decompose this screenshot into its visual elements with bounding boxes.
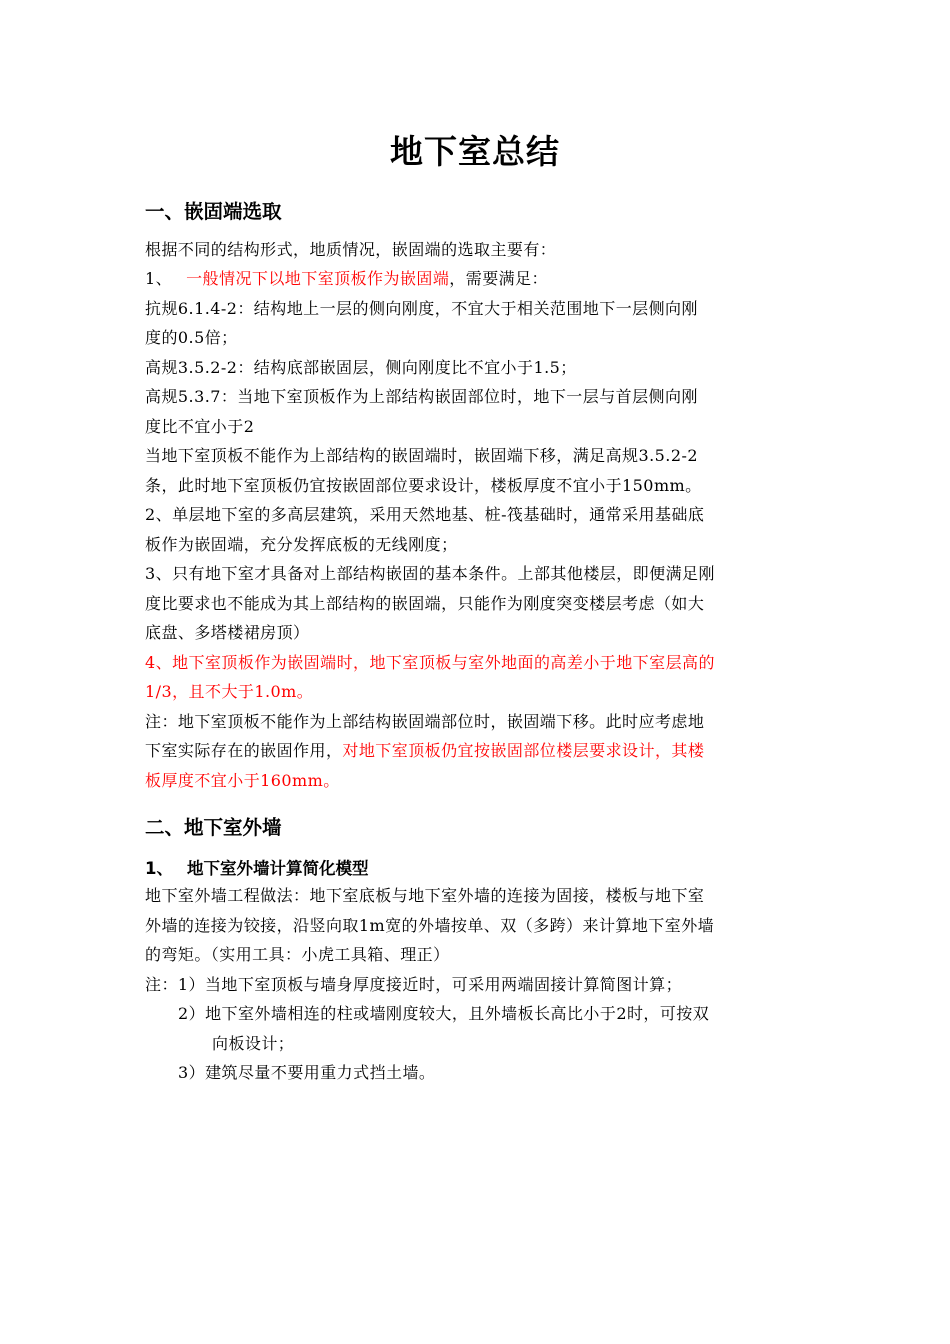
subsection-number: 1、 — [145, 859, 173, 878]
paragraph-line: 度的0.5倍； — [145, 328, 238, 347]
paragraph-line: 高规3.5.2-2：结构底部嵌固层，侧向刚度比不宜小于1.5； — [145, 358, 577, 377]
paragraph-line: 当地下室顶板不能作为上部结构的嵌固端时，嵌固端下移，满足高规3.5.2-2 — [145, 446, 698, 465]
paragraph-line: 外墙的连接为铰接，沿竖向取1m宽的外墙按单、双（多跨）来计算地下室外墙 — [145, 916, 715, 935]
paragraph-line: 高规5.3.7：当地下室顶板作为上部结构嵌固部位时，地下一层与首层侧向刚 — [145, 387, 698, 406]
subsection-title: 地下室外墙计算简化模型 — [186, 859, 369, 878]
paragraph-line: 根据不同的结构形式，地质情况，嵌固端的选取主要有： — [145, 240, 557, 259]
paragraph-line: 度比要求也不能成为其上部结构的嵌固端，只能作为刚度突变楼层考虑（如大 — [145, 594, 705, 613]
note-line: 2）地下室外墙相连的柱或墙刚度较大，且外墙板长高比小于2时，可按双 — [178, 1004, 710, 1023]
paragraph-line: 的弯矩。（实用工具：小虎工具箱、理正） — [145, 945, 450, 964]
paragraph-line: 地下室外墙工程做法：地下室底板与地下室外墙的连接为固接，楼板与地下室 — [145, 886, 705, 905]
paragraph-line: 板作为嵌固端，充分发挥底板的无线刚度； — [145, 535, 458, 554]
document-title: 地下室总结 — [390, 132, 560, 171]
paragraph-text: ，需要满足： — [449, 269, 548, 288]
note-line: 注：1）当地下室顶板与墙身厚度接近时，可采用两端固接计算简图计算； — [145, 975, 683, 994]
paragraph-line: 3、只有地下室才具备对上部结构嵌固的基本条件。上部其他楼层，即便满足刚 — [145, 564, 715, 583]
paragraph-line: 条，此时地下室顶板仍宜按嵌固部位要求设计，楼板厚度不宜小于150mm。 — [145, 476, 702, 495]
highlighted-line: 1/3，且不大于1.0m。 — [145, 682, 314, 701]
highlighted-text: 一般情况下以地下室顶板作为嵌固端 — [186, 269, 450, 288]
paragraph-line — [145, 269, 548, 289]
paragraph-line: 注：地下室顶板不能作为上部结构嵌固端部位时，嵌固端下移。此时应考虑地 — [145, 712, 705, 731]
paragraph-line: 底盘、多塔楼裙房顶） — [145, 623, 310, 642]
section-heading-exterior-wall: 二、地下室外墙 — [145, 816, 282, 839]
section-heading-embedding: 一、嵌固端选取 — [145, 200, 282, 223]
paragraph-line — [145, 741, 704, 761]
subsection-heading — [145, 855, 368, 879]
note-line: 向板设计； — [212, 1034, 295, 1053]
paragraph-text: 下室实际存在的嵌固作用， — [145, 741, 343, 760]
paragraph-line: 度比不宜小于2 — [145, 417, 255, 436]
paragraph-line: 2、单层地下室的多高层建筑，采用天然地基、桩-筏基础时，通常采用基础底 — [145, 505, 705, 524]
highlighted-line: 板厚度不宜小于160mm。 — [145, 771, 340, 790]
highlighted-text: 对地下室顶板仍宜按嵌固部位楼层要求设计，其楼 — [342, 741, 705, 760]
note-line: 3）建筑尽量不要用重力式挡土墙。 — [178, 1063, 436, 1082]
paragraph-line: 抗规6.1.4-2：结构地上一层的侧向刚度，不宜大于相关范围地下一层侧向刚 — [145, 299, 698, 318]
list-number: 1、 — [145, 269, 173, 288]
highlighted-line: 4、地下室顶板作为嵌固端时，地下室顶板与室外地面的高差小于地下室层高的 — [145, 653, 715, 672]
